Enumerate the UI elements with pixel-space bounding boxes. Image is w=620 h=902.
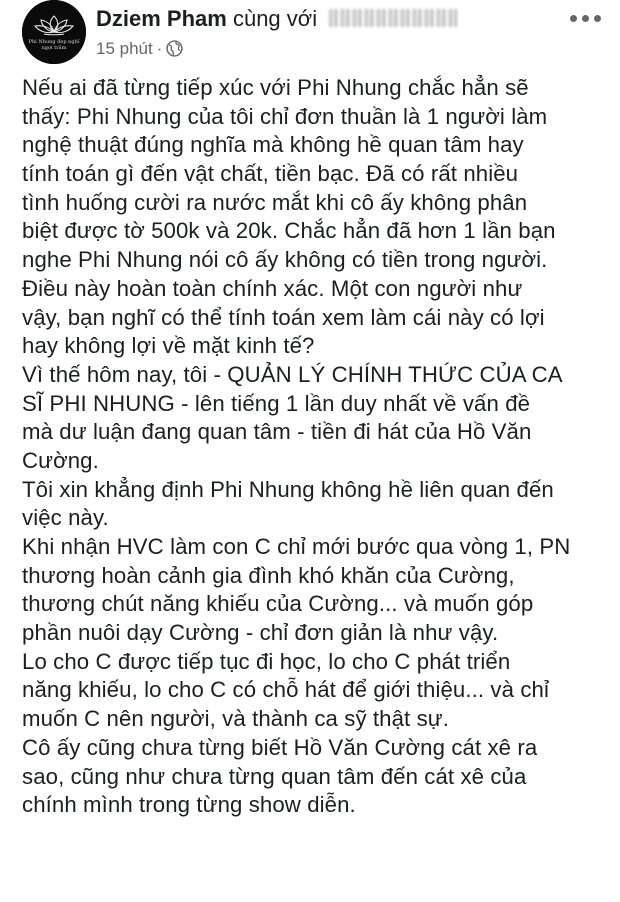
post-text-line: muốn C nên người, và thành ca sỹ thật sự. — [22, 706, 449, 732]
post-text-line: SĨ PHI NHUNG - lên tiếng 1 lần duy nhất về vấn đề — [22, 390, 531, 416]
post-text-line: việc này. — [22, 505, 109, 531]
post-text-line: Khi nhận HVC làm con C chỉ mới bước qua vòng 1, PN — [22, 534, 571, 559]
more-options-icon-dot — [582, 15, 589, 22]
tagged-friends-blurred[interactable] — [329, 9, 457, 27]
post-text-line: năng khiếu, lo cho C có chỗ hát để giới thiệu... và chỉ — [22, 677, 549, 703]
post-text-line: nghe Phi Nhung nói cô ấy không có tiền trong người. — [22, 247, 548, 273]
post-text-line: phần nuôi dạy Cường - chỉ đơn giản là như vậy. — [22, 620, 499, 646]
post-text-line: vậy, bạn nghĩ có thể tính toán xem làm cái này có lợi — [22, 304, 545, 330]
post-meta — [96, 38, 183, 63]
post-text-line: Lo cho C được tiếp tục đi học, lo cho C phát triển — [22, 648, 511, 674]
more-options-button[interactable] — [566, 6, 606, 32]
post-text-line: Vì thế hôm nay, tôi - QUẢN LÝ CHÍNH THỨC CỦA CA — [22, 361, 563, 387]
post-text-line: hay không lợi về mặt kinh tế? — [22, 333, 315, 359]
post-text-line: sao, cũng như chưa từng quan tâm đến cát xê của — [22, 763, 527, 789]
post-text-line: mà dư luận đang quan tâm - tiền đi hát của Hồ Văn — [22, 419, 532, 445]
post-text-line: thương hoàn cảnh gia đình khó khăn của Cường, — [22, 562, 515, 588]
meta-separator: · — [156, 39, 163, 58]
author-name-link[interactable]: Dziem Pham — [96, 6, 227, 31]
post-text-line: tính toán gì đến vật chất, tiền bạc. Đã có rất nhiều — [22, 161, 519, 187]
more-options-icon-dot — [594, 15, 601, 22]
post-text-line: thấy: Phi Nhung của tôi chỉ đơn thuần là 1 người làm — [22, 103, 548, 129]
more-options-icon — [570, 15, 577, 22]
post-header — [0, 0, 620, 70]
post-text-line: nghệ thuật đúng nghĩa mà không hề quan tâm hay — [22, 132, 524, 158]
author-avatar[interactable] — [22, 0, 86, 64]
post-text-line: Điều này hoàn toàn chính xác. Một con người như — [22, 275, 523, 301]
with-text: cùng với — [232, 6, 318, 31]
post-text-line: Nếu ai đã từng tiếp xúc với Phi Nhung chắc hẳn sẽ — [22, 75, 529, 100]
post-text-line: biệt được tờ 500k và 20k. Chắc hẳn đã hơn 1 lần bạn — [22, 218, 556, 244]
lotus-logo-icon — [22, 0, 86, 64]
author-line — [96, 4, 457, 34]
post-time-link[interactable]: 15 phút — [96, 39, 153, 58]
post-text-line: Cường. — [22, 447, 99, 473]
post-text — [22, 74, 612, 820]
globe-icon[interactable] — [166, 40, 183, 63]
post-text-line: tình huống cười ra nước mắt khi cô ấy không phân — [22, 189, 528, 215]
post-text-line: Tôi xin khẳng định Phi Nhung không hề liên quan đến — [22, 476, 554, 502]
post-text-line: thương chút năng khiếu của Cường... và muốn góp — [22, 591, 534, 617]
avatar-caption: Phi Nhung đẹp nghĩ ngợi trầm — [28, 39, 80, 51]
post-text-line: Cô ấy cũng chưa từng biết Hồ Văn Cường cát xê ra — [22, 734, 538, 760]
post-text-line: chính mình trong từng show diễn. — [22, 792, 356, 818]
